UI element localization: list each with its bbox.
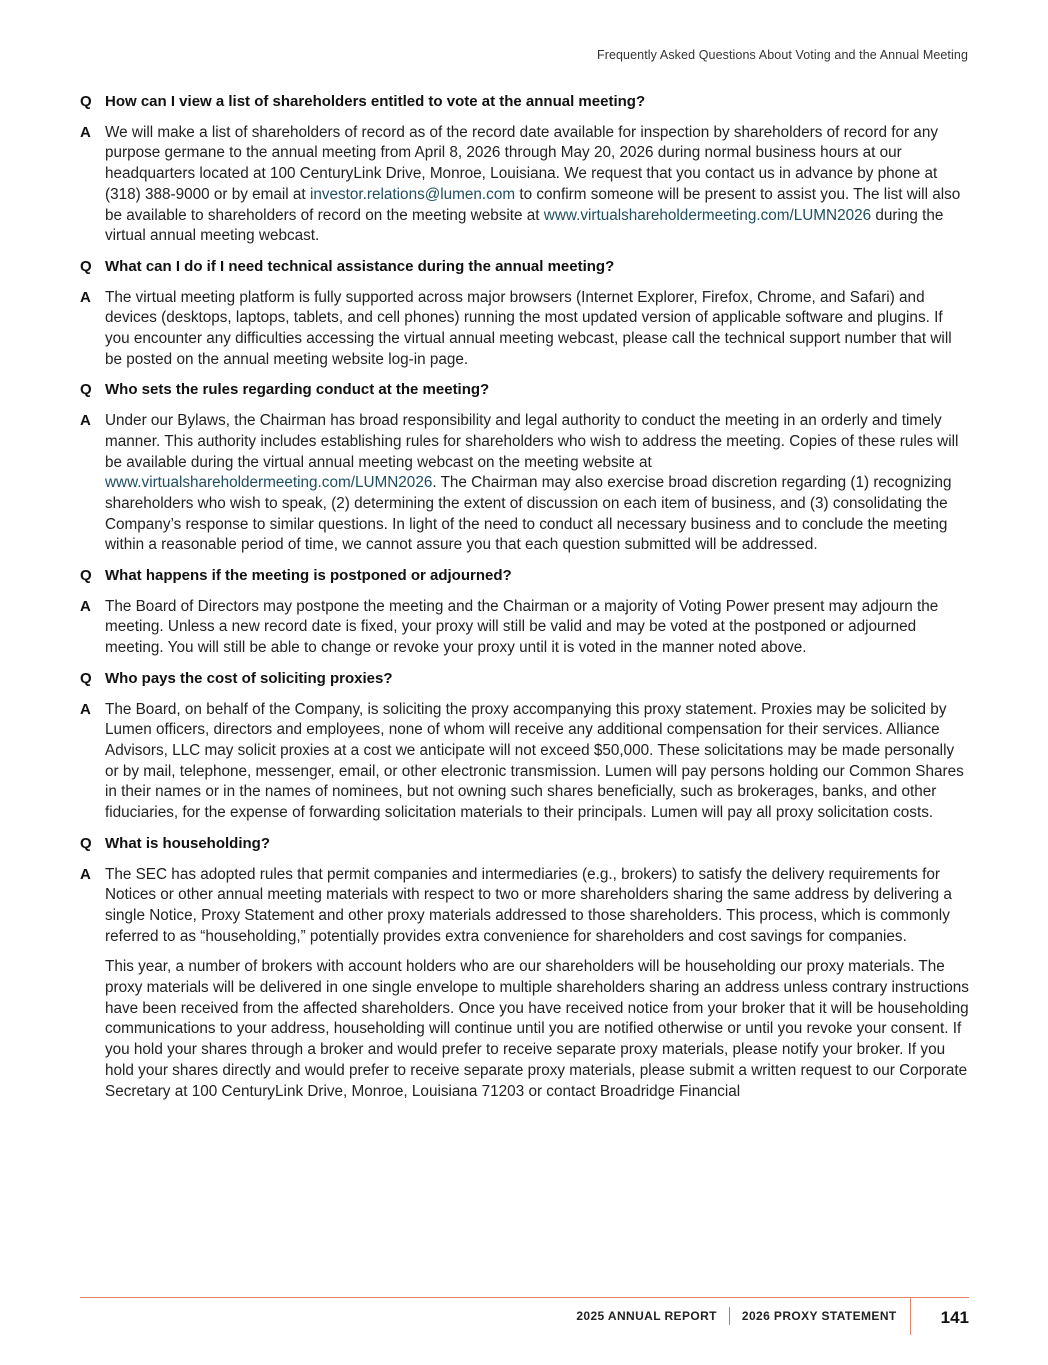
meeting-website-link[interactable]: www.virtualshareholdermeeting.com/LUMN2026: [105, 474, 433, 492]
faq-question: [80, 92, 970, 113]
answer-segment: Under our Bylaws, the Chairman has broad responsibility and legal authority to conduct the meeting in an orderly and timely manner. This authority includes establishing rules for shareholders who wish to address the meeting. Copies of these rules will be available during the virtual annual meeting webcast on the meeting website at: [105, 412, 959, 471]
answer-marker: A: [80, 700, 91, 718]
answer-text: [105, 865, 970, 1103]
question-text: What happens if the meeting is postponed or adjourned?: [105, 567, 512, 585]
answer-segment: We will make a list of shareholders of record as of the record date available for inspection by shareholders of record for any purpose germane to the annual meeting from April 8, 2026 through May 20, 2026 during normal business hours at our headquarters located at 100 CenturyLink Drive, Monroe, Louisiana. We request that you contact us in advance by phone at (318) 388-9000 or by email at: [105, 123, 938, 203]
faq-answer: [80, 865, 970, 1103]
question-text: Who pays the cost of soliciting proxies?: [105, 669, 393, 687]
faq-answer: [80, 700, 970, 824]
faq-question: [80, 669, 970, 690]
question-marker: Q: [80, 93, 92, 110]
running-header: Frequently Asked Questions About Voting and the Annual Meeting: [596, 48, 968, 62]
question-text: What is householding?: [105, 834, 270, 852]
answer-paragraph: This year, a number of brokers with account holders who are our shareholders will be householding our proxy materials. The proxy materials will be delivered in one single envelope to multiple shareholders sharing an address unless contrary instructions have been received from the affected shareholders. Once you have received notice from your broker that it will be householding communications to your address, householding will continue until you are notified otherwise or until you revoke your consent. If you hold your shares through a broker and would prefer to receive separate proxy materials, please notify your broker. If you hold your shares directly and would prefer to receive separate proxy materials, please submit a written request to our Corporate Secretary at 100 CenturyLink Drive, Monroe, Louisiana 71203 or contact Broadridge Financial: [105, 958, 969, 1100]
faq-answer: [80, 123, 970, 247]
faq-answer: [80, 411, 970, 556]
question-text: How can I view a list of shareholders entitled to vote at the annual meeting?: [105, 93, 646, 110]
answer-text: The Board, on behalf of the Company, is soliciting the proxy accompanying this proxy statement. Proxies may be solicited by Lumen officers, directors and employees, none of whom will receive any additional compensation for their services. Alliance Advisors, LLC may solicit proxies at a cost we anticipate will not exceed $50,000. These solicitations may be made personally or by mail, telephone, messenger, email, or other electronic transmission. Lumen will pay persons holding our Common Shares in their names or in the names of nominees, but not owning such shares beneficially, such as brokerages, banks, and other fiduciaries, for the expense of forwarding solicitation materials to their principals. Lumen will pay all proxy solicitation costs.: [105, 700, 964, 822]
faq-question: [80, 834, 970, 855]
question-marker: Q: [80, 669, 92, 687]
question-marker: Q: [80, 834, 92, 852]
meeting-website-link[interactable]: www.virtualshareholdermeeting.com/LUMN2026: [543, 206, 872, 224]
faq-content: [80, 92, 970, 1112]
faq-question: [80, 380, 970, 401]
answer-text: [105, 411, 970, 556]
faq-question: [80, 257, 970, 278]
faq-answer: [80, 288, 970, 371]
answer-marker: A: [80, 123, 91, 141]
page-number: 141: [940, 1308, 969, 1327]
faq-answer: [80, 597, 970, 659]
question-text: Who sets the rules regarding conduct at the meeting?: [105, 381, 490, 399]
footer-proxy-statement: 2026 PROXY STATEMENT: [741, 1309, 897, 1323]
footer-annual-report: 2025 ANNUAL REPORT: [576, 1309, 717, 1323]
page-footer: [576, 1297, 969, 1335]
answer-marker: A: [80, 597, 91, 615]
answer-segment: during the virtual annual meeting webcast.: [105, 206, 944, 245]
answer-marker: A: [80, 288, 91, 306]
question-text: What can I do if I need technical assistance during the annual meeting?: [105, 257, 615, 275]
answer-marker: A: [80, 865, 91, 883]
question-marker: Q: [80, 381, 92, 399]
answer-marker: A: [80, 412, 91, 430]
email-link[interactable]: investor.relations@lumen.com: [309, 185, 516, 203]
answer-text: The Board of Directors may postpone the meeting and the Chairman or a majority of Voting Power present may adjourn the meeting. Unless a new record date is fixed, your proxy will still be valid and may be voted at the postponed or adjourned meeting. You will still be able to change or revoke your proxy until it is voted in the manner noted above.: [105, 597, 939, 657]
faq-question: [80, 566, 970, 587]
footer-separator: [729, 1307, 730, 1325]
answer-segment: . The Chairman may also exercise broad discretion regarding (1) recognizing shareholders who wish to speak, (2) determining the extent of discussion on each item of business, and (3) consolidating the Company’s response to similar questions. In light of the need to conduct all necessary business and to conclude the meeting within a reasonable period of time, we cannot assure you that each question submitted will be addressed.: [105, 474, 952, 554]
answer-text: [105, 123, 970, 247]
question-marker: Q: [80, 567, 92, 585]
question-marker: Q: [80, 257, 92, 275]
answer-paragraph: The SEC has adopted rules that permit companies and intermediaries (e.g., brokers) to satisfy the delivery requirements for Notices or other annual meeting materials with respect to two or more shareholders sharing the same address by delivering a single Notice, Proxy Statement and other proxy materials addressed to those shareholders. This process, which is commonly referred to as “householding,” potentially provides extra convenience for shareholders and cost savings for companies.: [105, 865, 952, 945]
answer-text: The virtual meeting platform is fully supported across major browsers (Internet Explorer, Firefox, Chrome, and Safari) and devices (desktops, laptops, tablets, and cell phones) running the most updated version of applicable software and plugins. If you encounter any difficulties accessing the virtual annual meeting webcast, please call the technical support number that will be posted on the annual meeting website log-in page.: [105, 288, 952, 368]
footer-vertical-rule: [910, 1297, 911, 1335]
answer-segment: to confirm someone will be present to assist you. The list will also be available to shareholders of record on the meeting website at: [105, 185, 961, 224]
